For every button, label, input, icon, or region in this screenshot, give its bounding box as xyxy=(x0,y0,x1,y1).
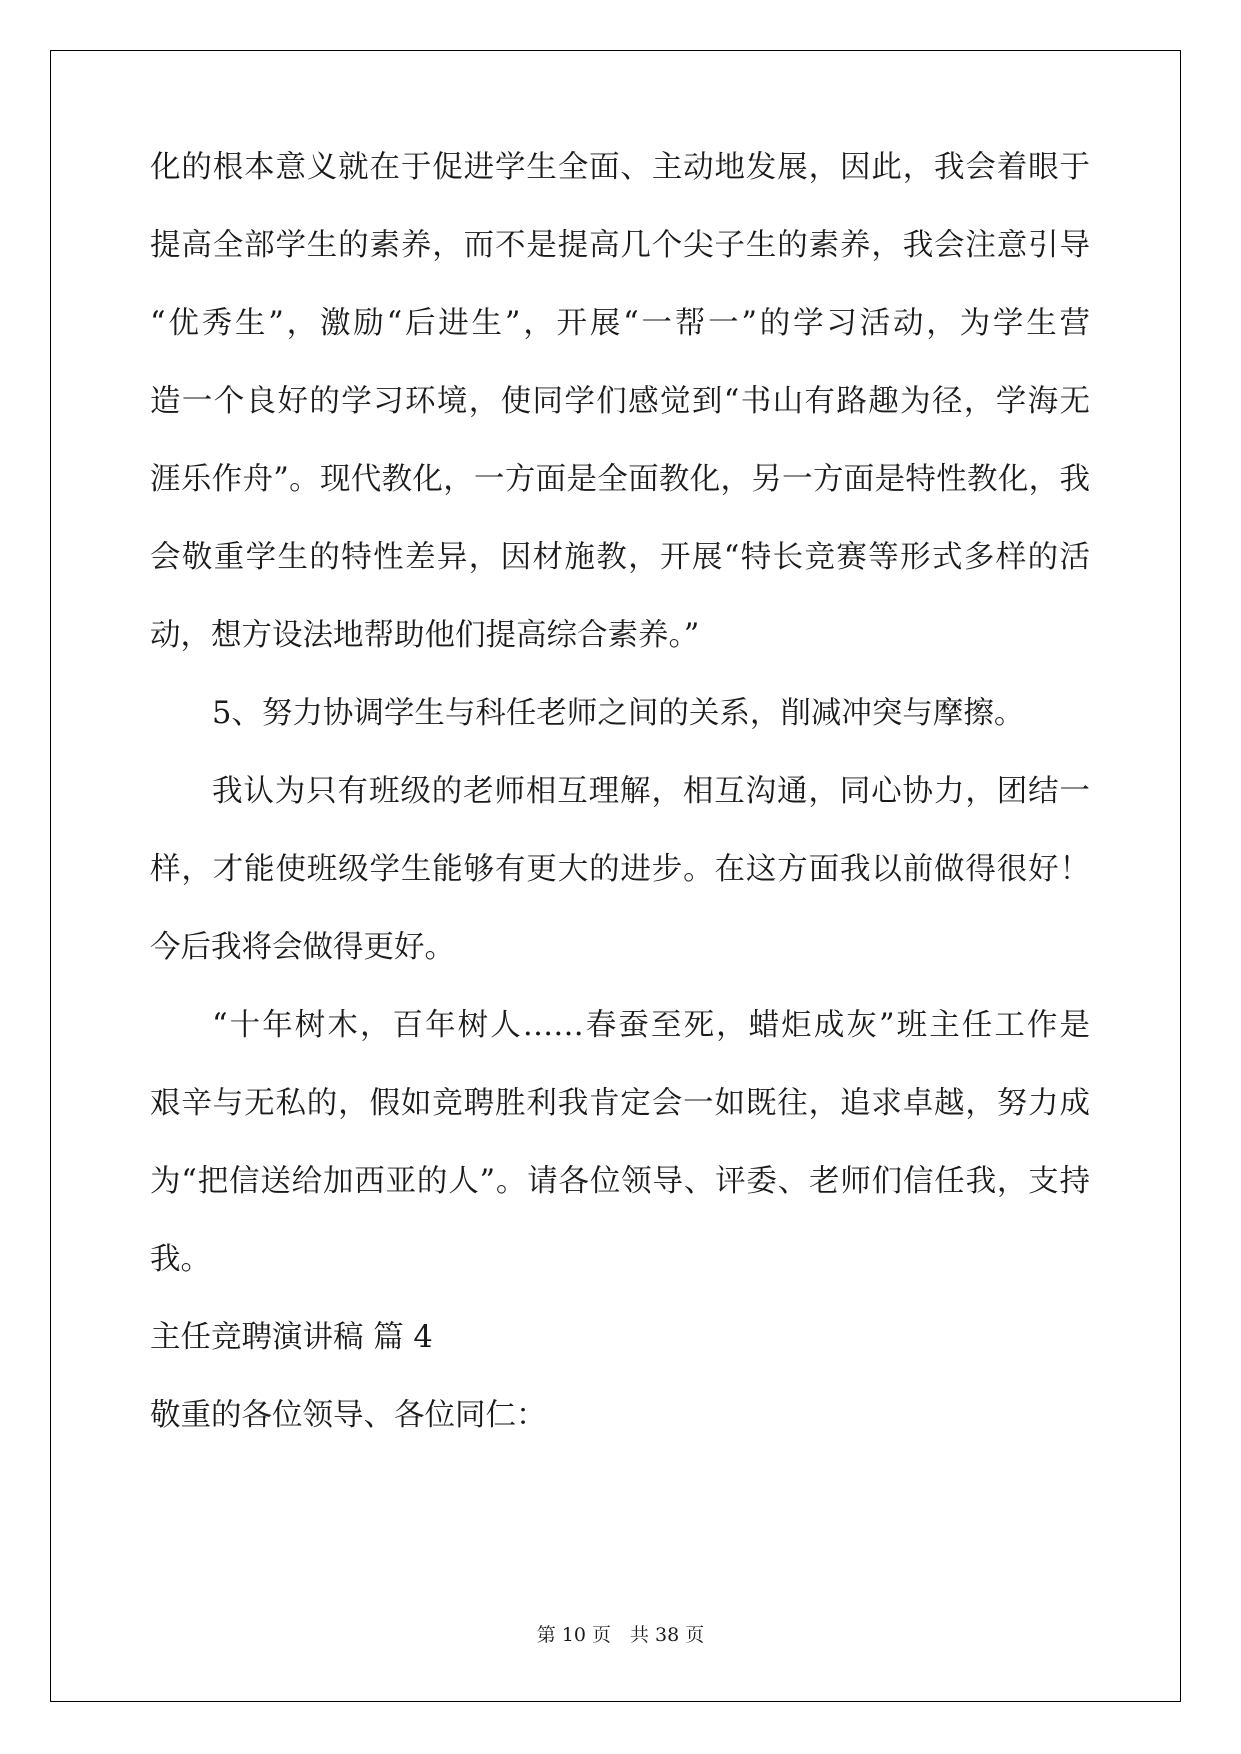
salutation: 敬重的各位领导、各位同仁： xyxy=(150,1398,547,1433)
paragraph-line: 会敬重学生的特性差异，因材施教，开展“特长竞赛等形式多样的活 xyxy=(150,540,1090,575)
paragraph-line: “十年树木，百年树人……春蚕至死，蜡炬成灰”班主任工作是 xyxy=(212,1008,1090,1043)
paragraph-line: 样，才能使班级学生能够有更大的进步。在这方面我以前做得很好！ xyxy=(150,852,1090,887)
page-number-footer: 第 10 页 共 38 页 xyxy=(536,1624,705,1646)
paragraph-line: 我。 xyxy=(150,1242,211,1277)
paragraph-line: “优秀生”，激励“后进生”，开展“一帮一”的学习活动，为学生营 xyxy=(150,306,1090,341)
paragraph-line: 今后我将会做得更好。 xyxy=(150,930,455,965)
paragraph-line: 为“把信送给加西亚的人”。请各位领导、评委、老师们信任我，支持 xyxy=(150,1164,1090,1199)
paragraph-line: 5、努力协调学生与科任老师之间的关系，削减冲突与摩擦。 xyxy=(212,696,1025,731)
paragraph-line: 化的根本意义就在于促进学生全面、主动地发展，因此，我会着眼于 xyxy=(150,150,1090,185)
paragraph-line: 我认为只有班级的老师相互理解，相互沟通，同心协力，团结一 xyxy=(212,774,1090,809)
section-heading: 主任竞聘演讲稿 篇 4 xyxy=(150,1320,433,1355)
paragraph-line: 造一个良好的学习环境，使同学们感觉到“书山有路趣为径，学海无 xyxy=(150,384,1090,419)
paragraph-line: 涯乐作舟”。现代教化，一方面是全面教化，另一方面是特性教化，我 xyxy=(150,462,1090,497)
paragraph-line: 提高全部学生的素养，而不是提高几个尖子生的素养，我会注意引导 xyxy=(150,228,1090,263)
paragraph-line: 动，想方设法地帮助他们提高综合素养。” xyxy=(150,618,700,653)
paragraph-line: 艰辛与无私的，假如竞聘胜利我肯定会一如既往，追求卓越，努力成 xyxy=(150,1086,1090,1121)
